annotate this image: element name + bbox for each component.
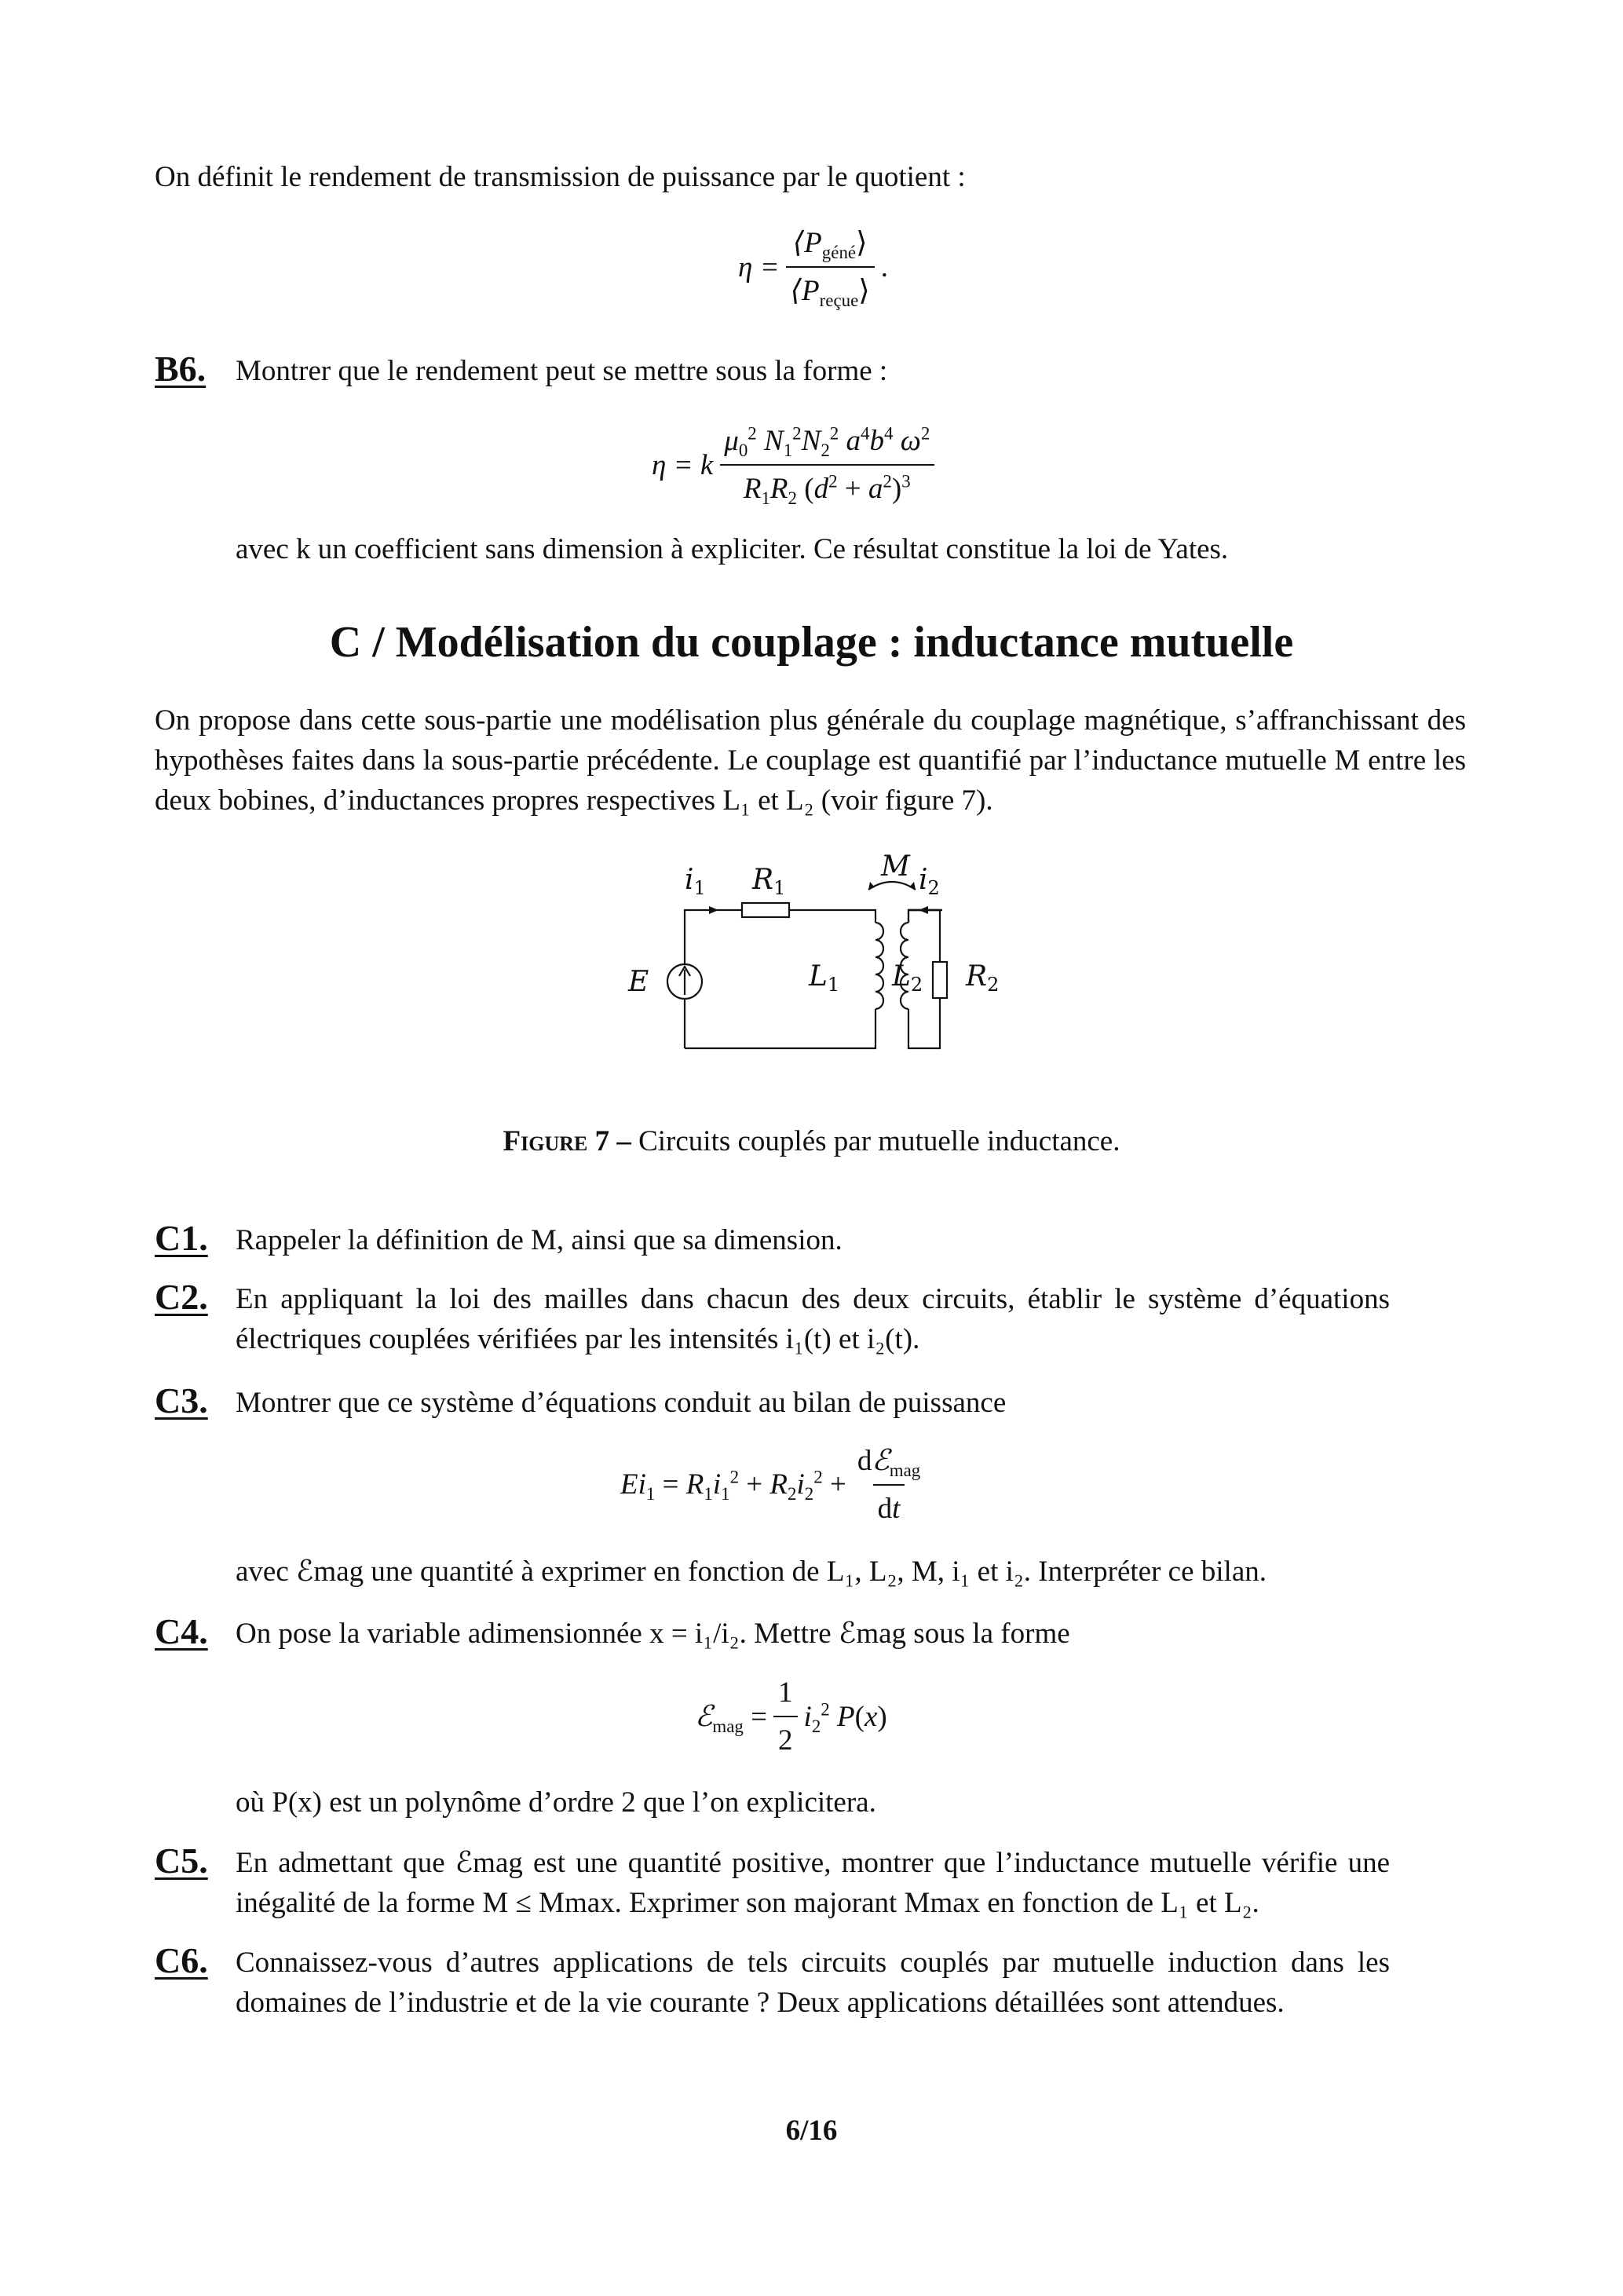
- question-c1-label: C1.: [155, 1218, 208, 1258]
- question-c4-label: C4.: [155, 1611, 208, 1651]
- question-c5-text: En admettant que ℰmag est une quantité positive, montrer que l’inductance mutuelle vérifie une inégalité de la forme M ≤ Mmax. Exprimer son majorant Mmax en fonction de L₁ et L₂.: [236, 1847, 1390, 1920]
- question-c3-after: avec ℰmag une quantité à exprimer en fonction de L₁, L₂, M, i₁ et i₂. Interpréter ce bilan.: [236, 1556, 1267, 1588]
- question-b6-label: B6.: [155, 349, 207, 389]
- question-b6-after: avec k un coefficient sans dimension à expliciter. Ce résultat constitue la loi de Yates.: [236, 533, 1229, 565]
- question-c1-text: Rappeler la définition de M, ainsi que sa dimension.: [236, 1224, 843, 1256]
- question-c3-text: Montrer que ce système d’équations conduit au bilan de puissance: [236, 1387, 1007, 1419]
- figure7-circuit-diagram: [597, 844, 1036, 1072]
- label-m: M: [881, 850, 910, 883]
- question-c4-text: On pose la variable adimensionnée x = i₁/i₂. Mettre ℰmag sous la forme: [236, 1618, 1070, 1650]
- inductor-l1: [875, 923, 883, 1009]
- left-loop-top-wire: [685, 910, 875, 1048]
- mutual-coupling-arc: [868, 882, 916, 890]
- equation-eta-definition: η = $\frac{⟨P_{géné}⟩}{⟨P_{reçue}⟩}$ .: [738, 223, 888, 311]
- right-loop-top-wire: [908, 910, 940, 962]
- question-c5-label: C5.: [155, 1841, 208, 1881]
- section-c-title: C / Modélisation du couplage : inductance mutuelle: [329, 618, 1294, 667]
- one-half-fraction: $\frac{1}{2}$: [773, 1673, 798, 1760]
- eta-fraction: $\frac{⟨P_{géné}⟩}{⟨P_{reçue}⟩}$: [786, 223, 875, 311]
- section-c-intro: On propose dans cette sous-partie une modélisation plus générale du couplage magnétique, s’affranchissant des hypothèses faites dans la sous-partie précédente. Le couplage est quantifié par l’inductance mutuelle M entre les deux bobines, d’inductances propres respectives L₁ et L₂ (voir figure 7).: [155, 704, 1466, 817]
- figure7-caption: [0, 1121, 1623, 1161]
- page-number: 6/16: [785, 2115, 838, 2147]
- right-loop-bottom-wire: [908, 997, 940, 1048]
- energy-derivative-fraction: $\frac{dℰ_{mag}}{dt}$: [853, 1440, 925, 1529]
- label-l1: L1: [809, 960, 840, 996]
- current-arrow-i2: [919, 906, 928, 914]
- equation-power-balance: $Ei_1 = R_1i_1^2 + R_2i_2^2$ + $\frac{dℰ_{mag}}{dt}$: [620, 1440, 931, 1529]
- question-c2-text: En appliquant la loi des mailles dans chacun des deux circuits, établir le système d’équations électriques couplées vérifiées par les intensités i₁(t) et i₂(t).: [236, 1283, 1390, 1356]
- question-c6-text: Connaissez-vous d’autres applications de tels circuits couplés par mutuelle induction dans les domaines de l’industrie et de la vie courante ? Deux applications détaillées sont attendues.: [236, 1947, 1390, 2020]
- question-b6-text: Montrer que le rendement peut se mettre sous la forme :: [236, 355, 888, 387]
- equation-energy-form: ℰ$_{mag}$ = $\frac{1}{2}$ $i_2^2$ P(x): [695, 1673, 887, 1760]
- label-l2: L2: [892, 960, 923, 996]
- question-c4-after: où P(x) est un polynôme d’ordre 2 que l’on explicitera.: [236, 1786, 876, 1819]
- equation-yates: [652, 421, 941, 509]
- label-r1: R1: [752, 864, 786, 899]
- resistor-r2: [933, 962, 947, 998]
- question-c6-label: C6.: [155, 1940, 208, 1980]
- intro-paragraph: On définit le rendement de transmission de puissance par le quotient :: [155, 161, 966, 193]
- caption-text: Circuits couplés par mutuelle inductance.: [638, 1125, 1120, 1157]
- caption-label: Figure 7 –: [503, 1125, 631, 1157]
- left-loop-bottom-wire: [685, 1009, 875, 1048]
- yates-fraction: $\frac{\mu_0^2 N_1^2N_2^2 a^4b^4 \omega^2}{R_1R_2 (d^2 + a^2)^3}$: [719, 421, 934, 509]
- resistor-r1: [742, 903, 789, 917]
- question-c2-label: C2.: [155, 1277, 208, 1317]
- current-arrow-i1: [709, 906, 718, 914]
- label-r2: R2: [966, 960, 1000, 996]
- eta-lhs: η =: [738, 250, 780, 283]
- label-e: E: [628, 966, 649, 998]
- label-i2: i2: [919, 864, 940, 899]
- label-i1: i1: [685, 864, 706, 899]
- yates-lhs: η = k: [652, 448, 714, 481]
- question-c3-label: C3.: [155, 1380, 208, 1420]
